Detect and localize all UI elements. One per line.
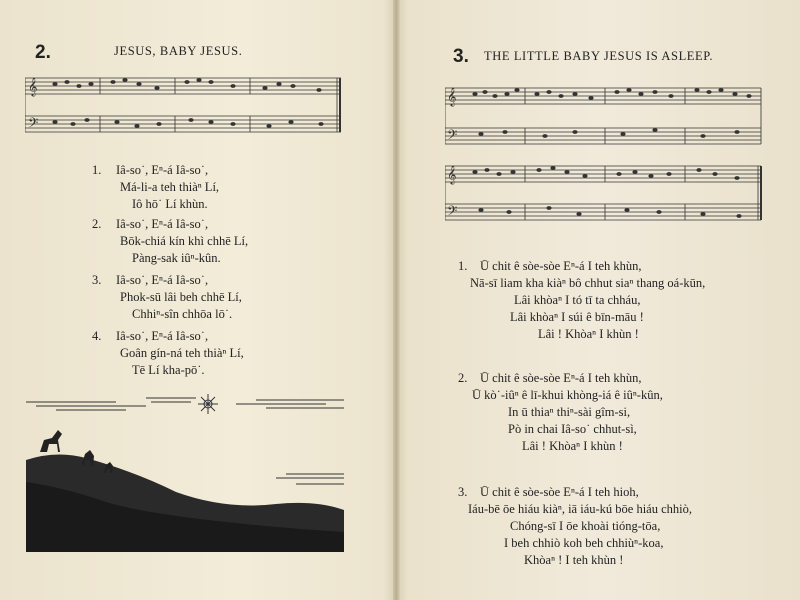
verse-line: Ū chit ê sòe-sòe Eⁿ-á I teh hioh, — [480, 485, 639, 499]
book-gutter — [393, 0, 400, 600]
star-icon — [198, 394, 218, 414]
music-score — [25, 70, 345, 142]
verse-line: Chhiⁿ-sîn chhōa lō˙. — [132, 307, 233, 321]
page-number: 3. — [453, 46, 469, 67]
verse-line: Ū chit ê sòe-sòe Eⁿ-á I teh khùn, — [480, 371, 642, 385]
verse-line: Iáu-bē ōe hiáu kiàⁿ, iā iáu-kú bōe hiáu chhiò, — [468, 502, 692, 516]
left-page — [0, 0, 392, 600]
svg-text:𝄢: 𝄢 — [28, 117, 39, 134]
verse-number: 3. — [458, 485, 468, 499]
verse — [458, 484, 692, 569]
verse-line: Lâi ! Khòaⁿ I khùn ! — [538, 327, 639, 341]
verse-line: Iâ-so˙, Eⁿ-á Iâ-so˙, — [116, 273, 209, 287]
verse-line: Lâi khòaⁿ I tó tī ta chháu, — [514, 293, 641, 307]
verse-line: Pò in chai Iâ-so˙ chhut-sì, — [508, 422, 637, 436]
verse-line: Goân gín-ná teh thiàⁿ Lí, — [120, 346, 244, 360]
verse-line: Ū kò˙-iûⁿ ê lī-khui khòng-iá ê iûⁿ-kûn, — [472, 388, 663, 402]
verse — [458, 258, 705, 343]
song-title: JESUS, BABY JESUS. — [114, 44, 243, 58]
verse-line: Iâ-so˙, Eⁿ-á Iâ-so˙, — [116, 217, 209, 231]
song-title: THE LITTLE BABY JESUS IS ASLEEP. — [484, 49, 714, 63]
camel-icon — [40, 430, 62, 452]
verse-line: Khòaⁿ ! I teh khùn ! — [524, 553, 624, 567]
verse-line: I beh chhiò koh beh chhiùⁿ-koa, — [504, 536, 664, 550]
svg-text:𝄢: 𝄢 — [447, 205, 458, 222]
verse-line: Iâ-so˙, Eⁿ-á Iâ-so˙, — [116, 163, 209, 177]
verse-number: 2. — [92, 217, 102, 231]
verse-line: Phok-sū lâi beh chhē Lí, — [120, 290, 242, 304]
verse — [92, 328, 244, 379]
verse — [92, 272, 242, 323]
svg-text:𝄞: 𝄞 — [447, 167, 457, 184]
music-score — [445, 78, 765, 228]
verse — [92, 216, 248, 267]
svg-text:𝄢: 𝄢 — [447, 129, 458, 146]
right-page — [400, 0, 800, 600]
svg-text:𝄞: 𝄞 — [28, 79, 38, 96]
verse-line: Lâi ! Khòaⁿ I khùn ! — [522, 439, 623, 453]
verse-line: Lâi khòaⁿ I súi ê bīn-māu ! — [510, 310, 644, 324]
verse-number: 3. — [92, 273, 102, 287]
verse — [92, 162, 219, 213]
verse-line: Tē Lí kha-pō˙. — [132, 363, 205, 377]
svg-text:𝄞: 𝄞 — [447, 89, 457, 106]
verse-line: Má-li-a teh thiàⁿ Lí, — [120, 180, 220, 194]
verse-number: 1. — [92, 163, 102, 177]
verse-line: Ū chit ê sòe-sòe Eⁿ-á I teh khùn, — [480, 259, 642, 273]
verse-line: Iô hō˙ Lí khùn. — [132, 197, 208, 211]
verse-line: Bōk-chiá kín khì chhē Lí, — [120, 234, 249, 248]
verse-line: Iâ-so˙, Eⁿ-á Iâ-so˙, — [116, 329, 209, 343]
verse-line: Nā-sī liam kha kiàⁿ bô chhut siaⁿ thang oá-kūn, — [470, 276, 706, 290]
verse-number: 1. — [458, 259, 468, 273]
verse-line: In ū thiaⁿ thiⁿ-sài gîm-si, — [508, 405, 631, 419]
verse-line: Chóng-sī I ōe khoài tióng-tōa, — [510, 519, 661, 533]
verse-line: Pàng-sak iûⁿ-kûn. — [132, 251, 221, 265]
page-number: 2. — [35, 42, 51, 63]
wise-men-illustration — [26, 392, 344, 552]
verse-number: 4. — [92, 329, 102, 343]
verse-number: 2. — [458, 371, 468, 385]
verse — [458, 370, 663, 455]
